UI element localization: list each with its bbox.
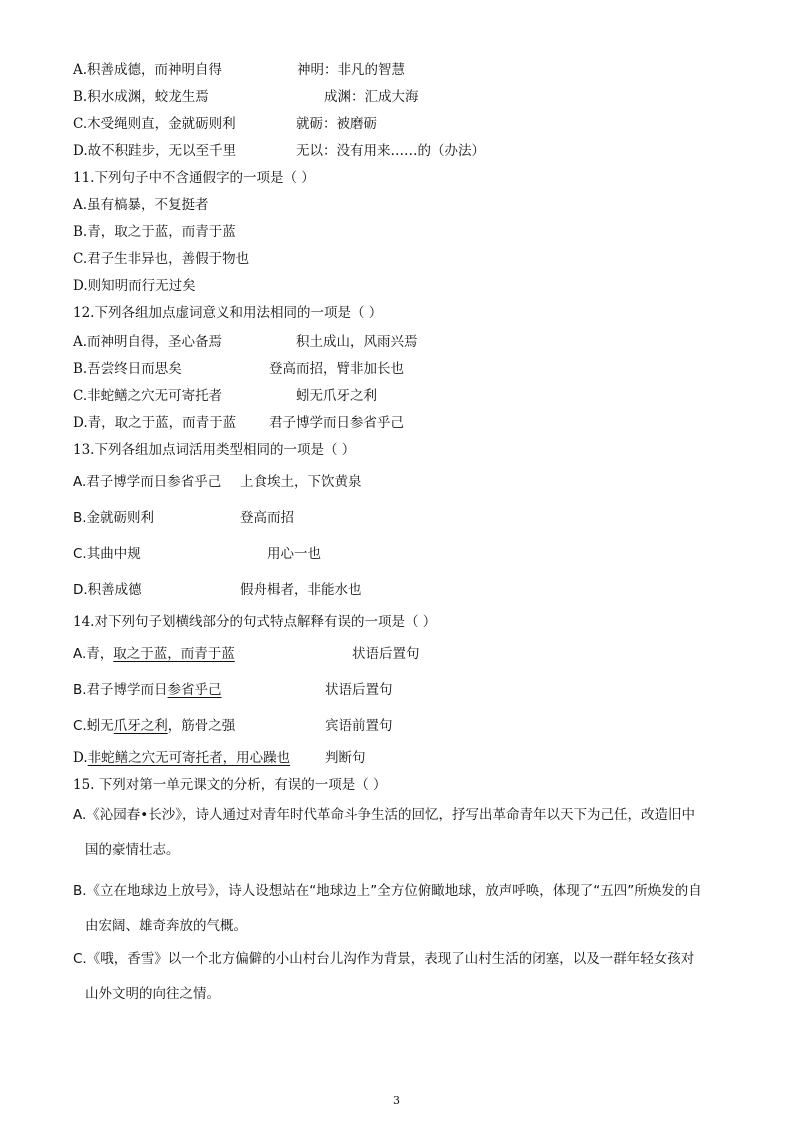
q10-option-d-text: D.故不积跬步，无以至千里 [73, 143, 237, 159]
q11-option-b: B.青，取之于蓝，而青于蓝 [73, 224, 236, 240]
q14-option-a-explain: 状语后置句 [352, 646, 420, 662]
q12-option-d-text: D.青，取之于蓝，而青于蓝 [73, 415, 237, 431]
q15-option-a-line2: 国的豪情壮志。 [85, 842, 180, 858]
q14-option-b-explain: 状语后置句 [325, 682, 393, 698]
q12-option-d-compare: 君子博学而日参省乎己 [269, 415, 404, 431]
q11-stem: 11.下列句子中不含通假字的一项是（ ） [73, 170, 315, 186]
q12-option-c-compare: 蚓无爪牙之利 [296, 388, 377, 404]
q12-option-c-text: C.非蛇鳝之穴无可寄托者 [73, 388, 223, 404]
q13-stem: 13.下列各组加点词活用类型相同的一项是（ ） [73, 442, 356, 458]
q14-option-c-prefix: C.蚓无 [73, 718, 114, 734]
q12-option-c [73, 387, 377, 405]
q15-option-b-line2: 由宏阔、雄奇奔放的气概。 [85, 918, 247, 934]
q14-option-c-explain: 宾语前置句 [325, 718, 393, 734]
q15-option-a [73, 798, 721, 868]
q12-option-a [73, 333, 418, 351]
q13-option-c [73, 545, 321, 563]
q12-stem: 12.下列各组加点虚词意义和用法相同的一项是（ ） [73, 305, 383, 321]
q13-option-d-text: D.积善成德 [73, 582, 142, 598]
q10-option-a-explain: 神明：非凡的智慧 [297, 62, 405, 78]
q10-option-d-explain: 无以：没有用来……的（办法） [296, 143, 485, 159]
q14-option-a [73, 645, 420, 663]
q14-option-c-suffix: ，筋骨之强 [167, 718, 236, 734]
q10-option-a-text: A.积善成德，而神明自得 [73, 62, 223, 78]
q13-option-c-compare: 用心一也 [267, 546, 321, 562]
q15-option-a-line1: A.《沁园春•长沙》，诗人通过对青年时代革命斗争生活的回忆，抒写出革命青年以天下为己任，改造旧中 [73, 807, 696, 823]
q11-option-c: C.君子生非异也，善假于物也 [73, 251, 250, 267]
q14-option-b-prefix: B.君子博学而日 [73, 682, 168, 698]
q14-option-a-prefix: A.青， [73, 646, 114, 662]
q14-option-c-underlined: 爪牙之利 [113, 718, 168, 734]
q15-option-b-line1: B.《立在地球边上放号》，诗人设想站在“地球边上”全方位俯瞰地球，放声呼唤，体现了“五四”所焕发的自 [73, 883, 702, 899]
q13-option-a [73, 473, 362, 491]
q15-option-b [73, 874, 721, 944]
q14-stem: 14.对下列句子划横线部分的句式特点解释有误的一项是（ ） [73, 614, 437, 630]
q14-option-a-underlined: 取之于蓝，而青于蓝 [113, 646, 235, 662]
q13-option-b-text: B.金就砺则利 [73, 510, 155, 526]
q10-option-b-text: B.积水成渊，蛟龙生焉 [73, 89, 209, 105]
q13-option-b-compare: 登高而招 [240, 510, 294, 526]
q14-option-b [73, 681, 393, 699]
q10-option-c-text: C.木受绳则直，金就砺则利 [73, 116, 236, 132]
q13-option-d-compare: 假舟楫者，非能水也 [240, 582, 362, 598]
q15-option-c-line1: C.《哦，香雪》以一个北方偏僻的小山村台儿沟作为背景，表现了山村生活的闭塞，以及一群年轻女孩对 [73, 951, 695, 967]
q13-option-c-text: C.其曲中规 [73, 546, 141, 562]
q11-option-d: D.则知明而行无过矣 [73, 278, 196, 294]
q13-option-a-text: A.君子博学而日参省乎己 [73, 474, 222, 490]
q12-option-a-text: A.而神明自得，圣心备焉 [73, 334, 223, 350]
q13-option-a-compare: 上食埃土，下饮黄泉 [240, 474, 362, 490]
q10-option-d [73, 142, 485, 160]
q12-option-a-compare: 积土成山，风雨兴焉 [296, 334, 418, 350]
q12-option-b-text: B.吾尝终日而思矣 [73, 361, 182, 377]
q14-option-d [73, 749, 366, 767]
q10-option-c-explain: 就砺：被磨砺 [296, 116, 377, 132]
q10-option-b [73, 88, 419, 106]
q12-option-d [73, 414, 404, 432]
page-number: 3 [393, 1094, 400, 1107]
q13-option-b [73, 509, 294, 527]
q15-stem: 15. 下列对第一单元课文的分析，有误的一项是（ ） [73, 777, 387, 793]
q15-option-c [73, 942, 721, 1012]
q14-option-d-underlined: 非蛇鳝之穴无可寄托者，用心躁也 [87, 750, 291, 766]
q15-option-c-line2: 山外文明的向往之情。 [85, 986, 220, 1002]
q11-option-a: A.虽有槁暴，不复挺者 [73, 197, 209, 213]
q12-option-b-compare: 登高而招，臂非加长也 [269, 361, 404, 377]
q14-option-b-underlined: 参省乎己 [167, 682, 222, 698]
q10-option-c [73, 115, 377, 133]
q13-option-d [73, 581, 362, 599]
q12-option-b [73, 360, 404, 378]
q10-option-a [73, 61, 405, 79]
q10-option-b-explain: 成渊：汇成大海 [324, 89, 419, 105]
q14-option-d-prefix: D. [73, 750, 88, 766]
q14-option-c [73, 717, 393, 735]
q14-option-d-explain: 判断句 [325, 750, 366, 766]
